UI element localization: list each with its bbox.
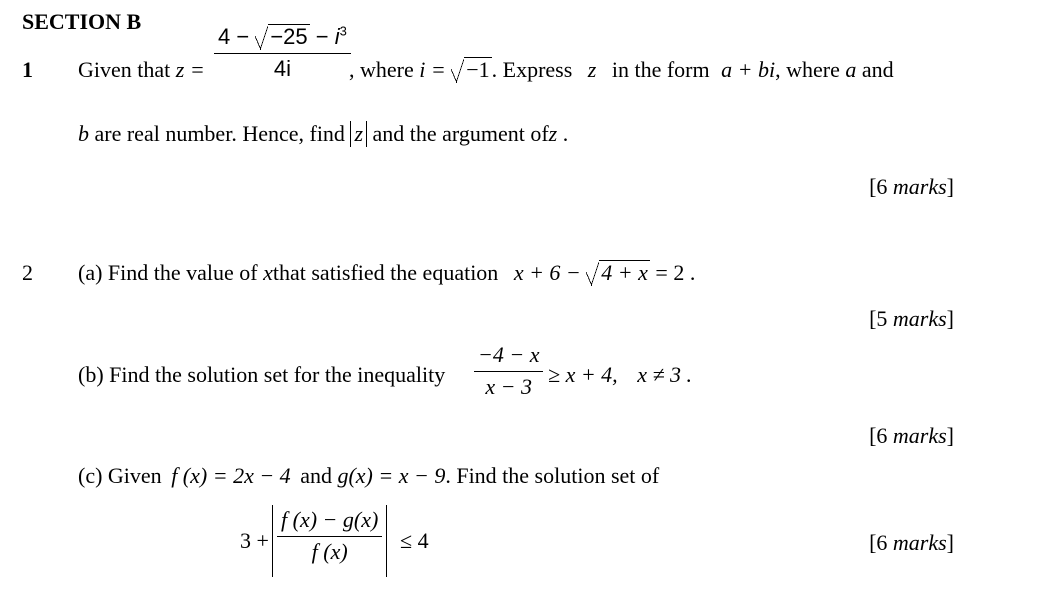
q1-marks: [6 marks] <box>869 174 954 199</box>
q2b-fraction: $\frac{-4 - x}{x - 3}$ <box>474 342 543 400</box>
question-1-number: 1 <box>22 57 33 82</box>
q1-lead: Given that <box>78 57 171 82</box>
q2b-label: (b) Find the solution set for the inequality <box>78 362 446 387</box>
question-1-line-1-rest: , where i = −1. Express z in the form a + bi, where a and <box>349 57 894 82</box>
q2a-text: (a) Find the value of xthat satisfied the equation x + 6 − 4 + x = 2 . <box>78 260 696 285</box>
q2a-sqrt: 4 + x <box>586 260 650 286</box>
q2c-abs-fraction: $\frac{f (x) - g(x)}{f (x)}$ <box>272 505 387 577</box>
q1-z-eq: z = <box>175 57 205 82</box>
q2a-marks: [5 marks] <box>869 306 954 331</box>
q2c-text: (c) Given f (x) = 2x − 4 and g(x) = x − 9. Find the solution set of <box>78 463 660 488</box>
q1-i-sqrt: −1 <box>451 57 491 83</box>
q1-denominator: 4i <box>273 56 291 81</box>
q1-sqrt: −25 <box>255 24 309 50</box>
q2c-lhs: 3 + <box>240 528 269 553</box>
section-title: SECTION B <box>22 9 142 34</box>
q1-fraction: $\frac{4 - -25 - i^3}{4i}$ <box>214 24 351 82</box>
q2c-marks: [6 marks] <box>869 530 954 555</box>
q1-num-a: 4 − <box>218 24 256 49</box>
question-2-number: 2 <box>22 260 33 285</box>
q2b-rhs: ≥ x + 4, x ≠ 3 . <box>548 362 693 387</box>
q2c-rhs: ≤ 4 <box>400 528 429 553</box>
question-1-line-2: b are real number. Hence, find z and the argument ofz . <box>78 121 569 146</box>
question-1-line-1 <box>78 57 205 83</box>
q2b-marks: [6 marks] <box>869 423 954 448</box>
q1-abs-z: z <box>350 121 367 147</box>
